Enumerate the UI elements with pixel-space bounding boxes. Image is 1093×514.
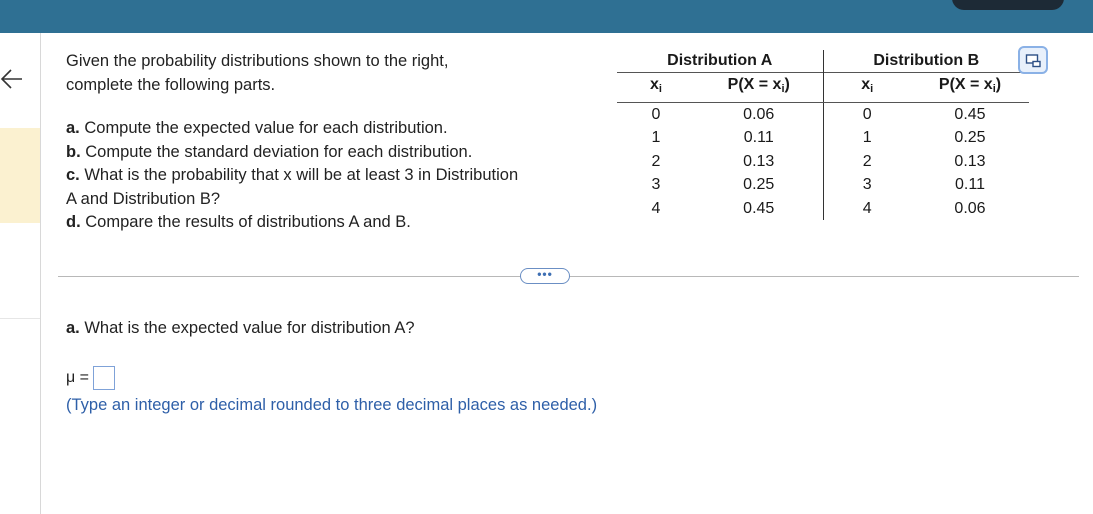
col-p-sub: i xyxy=(781,83,785,95)
part-b-body: Compute the standard deviation for each distribution. xyxy=(80,142,473,161)
table-row xyxy=(617,126,1029,150)
cell-pb: 0.25 xyxy=(954,129,986,146)
copy-table-button[interactable] xyxy=(1018,46,1048,74)
intro-line-1: Given the probability distributions shown to the right, xyxy=(66,52,449,70)
part-c-body-line-1: What is the probability that x will be at least 3 in Distribution xyxy=(79,166,519,184)
col-p-prefix: P(X = x xyxy=(938,76,993,93)
expand-more-button[interactable]: ••• xyxy=(520,268,570,284)
problem-instructions xyxy=(66,50,606,235)
table-row xyxy=(617,173,1029,197)
cell-xa: 1 xyxy=(651,129,661,146)
part-d-label: d. xyxy=(66,213,81,231)
top-bar-pill[interactable] xyxy=(952,0,1064,10)
part-b-text xyxy=(66,141,606,165)
cell-xb: 0 xyxy=(823,102,911,126)
col-x-label: x xyxy=(861,76,871,93)
question-text xyxy=(66,319,415,338)
intro-text xyxy=(66,50,606,97)
col-x-sub: i xyxy=(658,83,662,95)
left-panel-separator xyxy=(0,318,40,319)
col-p-suffix: ) xyxy=(784,76,790,93)
mu-answer-input[interactable] xyxy=(93,366,115,390)
cell-pa: 0.45 xyxy=(743,199,775,217)
part-a-text xyxy=(66,117,606,141)
table-group-header xyxy=(617,50,1029,73)
arrow-left-icon[interactable] xyxy=(0,64,24,94)
cell-xa: 3 xyxy=(651,176,661,193)
part-c-label: c. xyxy=(66,166,80,184)
cell-xa: 2 xyxy=(651,152,661,170)
left-panel-highlight xyxy=(0,128,40,223)
part-d-body: Compare the results of distributions A and B. xyxy=(80,213,411,231)
intro-line-2: complete the following parts. xyxy=(66,75,276,94)
answer-row xyxy=(66,366,115,390)
cell-xb: 1 xyxy=(823,126,911,150)
col-xi-a xyxy=(617,73,695,103)
question-part-label: a. xyxy=(66,319,80,337)
col-x-label: x xyxy=(650,76,659,93)
cell-xb: 2 xyxy=(823,150,911,174)
cell-xa: 4 xyxy=(651,199,661,217)
cell-xb: 3 xyxy=(823,173,911,197)
table-column-header xyxy=(617,73,1029,103)
part-a-label: a. xyxy=(66,119,80,137)
cell-pb: 0.13 xyxy=(954,152,986,170)
part-b-label: b. xyxy=(66,142,81,161)
part-d-text xyxy=(66,211,606,235)
col-p-prefix: P(X = x xyxy=(727,76,782,93)
table-row xyxy=(617,102,1029,126)
cell-xb: 4 xyxy=(823,197,911,221)
cell-pa: 0.06 xyxy=(743,105,775,123)
cell-pa: 0.11 xyxy=(743,129,774,146)
cell-xa: 0 xyxy=(651,105,661,123)
col-p-a xyxy=(695,73,823,103)
table-row xyxy=(617,197,1029,221)
col-p-b xyxy=(911,73,1029,103)
table-row xyxy=(617,150,1029,174)
answer-hint: (Type an integer or decimal rounded to three decimal places as needed.) xyxy=(66,396,598,414)
question-body: What is the expected value for distribution A? xyxy=(79,319,415,337)
distribution-b-header: Distribution B xyxy=(823,50,1029,73)
cell-pa: 0.13 xyxy=(743,152,775,170)
left-rail-divider xyxy=(40,33,41,514)
col-p-sub: i xyxy=(992,83,996,95)
part-c-text-continued: A and Distribution B? xyxy=(66,189,221,208)
part-a-body: Compute the expected value for each distribution. xyxy=(79,119,448,137)
part-c-text xyxy=(66,164,606,188)
mu-label: μ = xyxy=(66,369,90,386)
col-x-sub: i xyxy=(870,83,874,95)
cell-pa: 0.25 xyxy=(743,176,775,193)
top-bar xyxy=(0,0,1093,33)
cell-pb: 0.11 xyxy=(955,176,985,193)
distribution-table xyxy=(617,50,1029,220)
cell-pb: 0.06 xyxy=(954,199,986,217)
distribution-a-header: Distribution A xyxy=(667,52,773,69)
copy-icon xyxy=(1025,52,1042,69)
col-xi-b xyxy=(823,73,911,103)
col-p-suffix: ) xyxy=(995,76,1002,93)
cell-pb: 0.45 xyxy=(954,105,986,123)
